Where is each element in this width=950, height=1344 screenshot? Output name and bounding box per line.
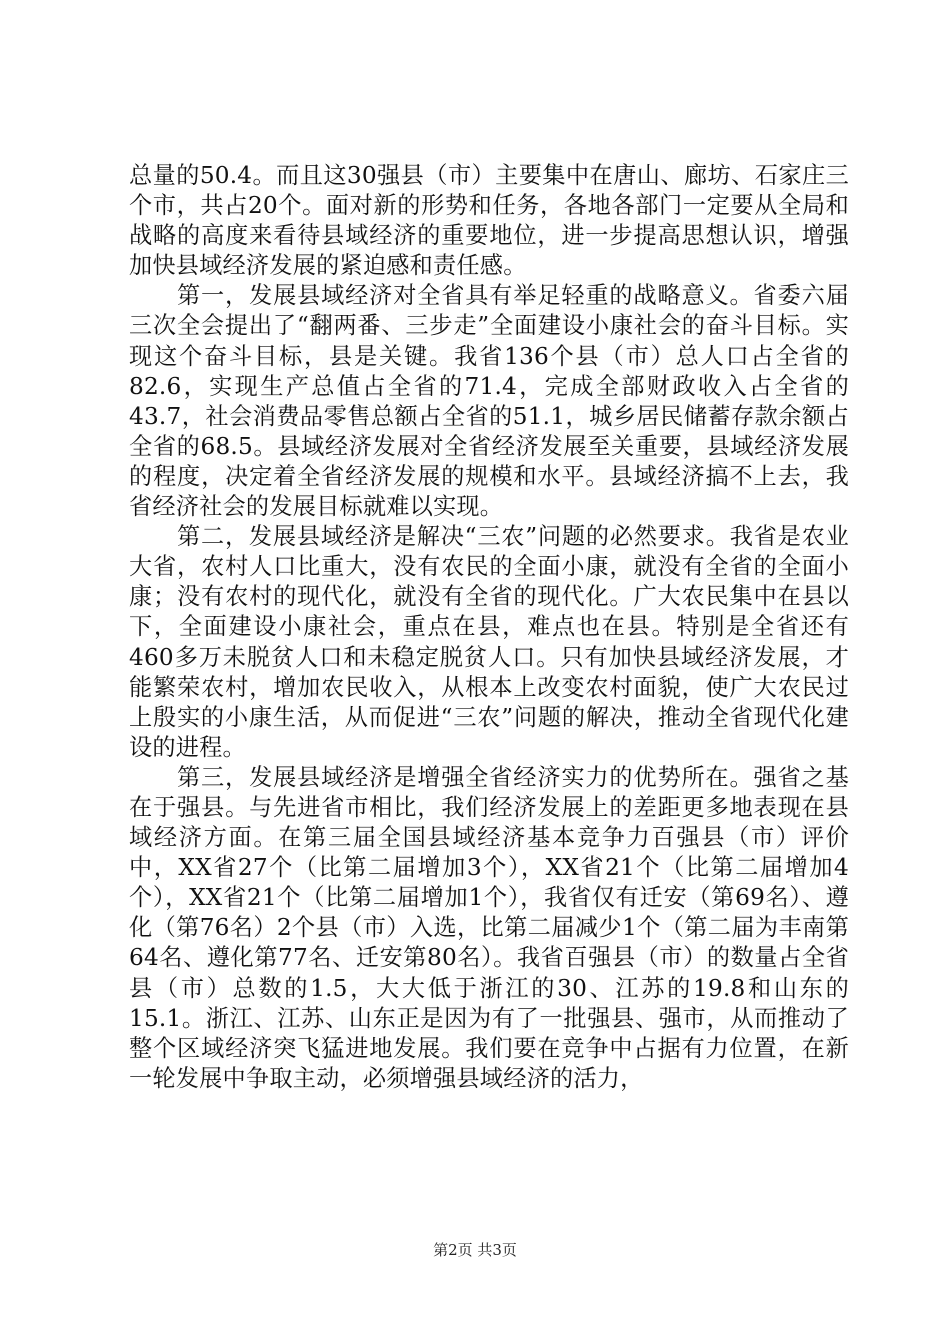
page-footer: 第2页 共3页 xyxy=(433,1241,517,1259)
paragraph-3: 第二，发展县域经济是解决“三农”问题的必然要求。我省是农业大省，农村人口比重大，没有农民的全面小康，就没有全省的全面小康；没有农村的现代化，就没有全省的现代化。广大农民集中在县以下，全面建设小康社会，重点在县，难点也在县。特别是全省还有460多万未脱贫人口和未稳定脱贫人口。只有加快县域经济发展，才能繁荣农村，增加农民收入，从根本上改变农村面貌，使广大农民过上殷实的小康生活，从而促进“三农”问题的解决，推动全省现代化建设的进程。 xyxy=(129,523,849,761)
paragraph-2: 第一，发展县域经济对全省具有举足轻重的战略意义。省委六届三次全会提出了“翻两番、三步走”全面建设小康社会的奋斗目标。实现这个奋斗目标，县是关键。我省136个县（市）总人口占全省的82.6，实现生产总值占全省的71.4，完成全部财政收入占全省的43.7，社会消费品零售总额占全省的51.1，城乡居民储蓄存款余额占全省的68.5。县域经济发展对全省经济发展至关重要，县域经济发展的程度，决定着全省经济发展的规模和水平。县域经济搞不上去，我省经济社会的发展目标就难以实现。 xyxy=(129,282,849,521)
paragraph-4: 第三，发展县域经济是增强全省经济实力的优势所在。强省之基在于强县。与先进省市相比，我们经济发展上的差距更多地表现在县域经济方面。在第三届全国县域经济基本竞争力百强县（市）评价中，XX省27个（比第二届增加3个），XX省21个（比第二届增加4个），XX省21个（比第二届增加1个），我省仅有迁安（第69名）、遵化（第76名）2个县（市）入选，比第二届减少1个（第二届为丰南第64名、遵化第77名、迁安第80名）。我省百强县（市）的数量占全省县（市）总数的1.5，大大低于浙江的30、江苏的19.8和山东的15.1。浙江、江苏、山东正是因为有了一批强县、强市，从而推动了整个区域经济突飞猛进地发展。我们要在竞争中占据有力位置，在新一轮发展中争取主动，必须增强县域经济的活力， xyxy=(129,763,849,1092)
document-body xyxy=(129,161,849,1094)
paragraph-1: 总量的50.4。而且这30强县（市）主要集中在唐山、廊坊、石家庄三个市，共占20个。面对新的形势和任务，各地各部门一定要从全局和战略的高度来看待县域经济的重要地位，进一步提高思想认识，增强加快县域经济发展的紧迫感和责任感。 xyxy=(129,162,849,280)
